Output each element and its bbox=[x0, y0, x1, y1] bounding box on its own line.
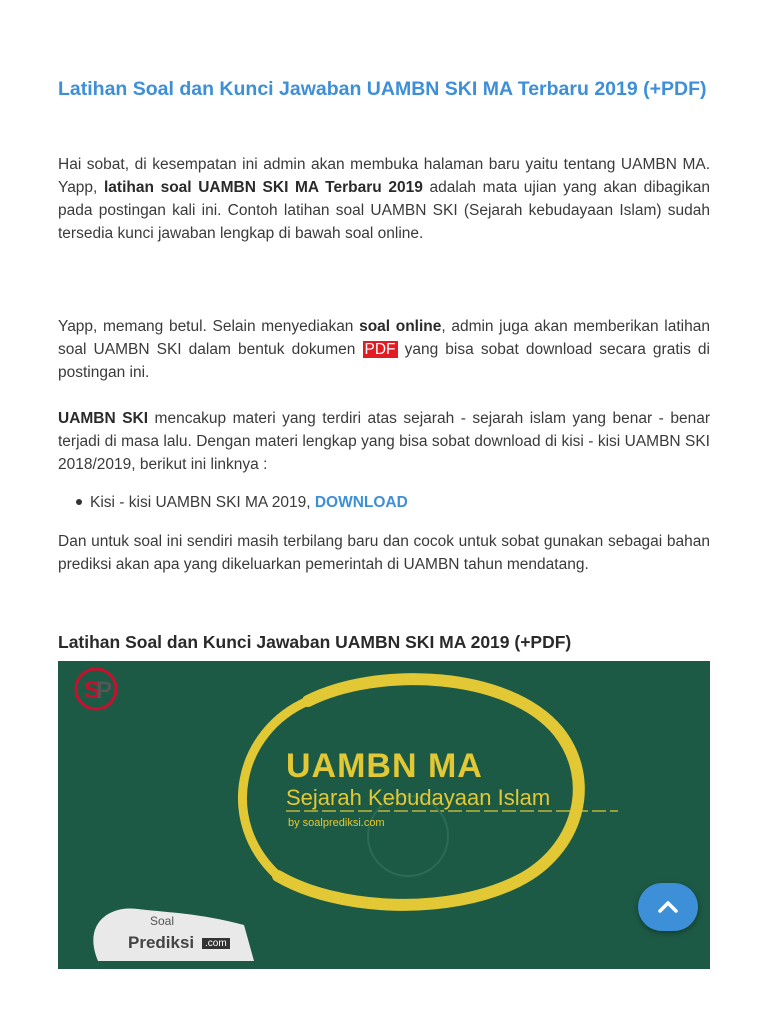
chevron-up-icon bbox=[657, 900, 679, 914]
banner-image bbox=[58, 661, 710, 969]
section-subtitle: Latihan Soal dan Kunci Jawaban UAMBN SKI MA 2019 (+PDF) bbox=[58, 632, 572, 652]
banner-subheading: Sejarah Kebudayaan Islam bbox=[286, 785, 551, 810]
scroll-to-top-button[interactable] bbox=[638, 883, 698, 931]
banner-credit: by soalprediksi.com bbox=[288, 817, 385, 829]
paragraph-intro: Hai sobat, di kesempatan ini admin akan membuka halaman baru yaitu tentang UAMBN MA. Yapp, latihan soal UAMBN SKI MA Terbaru 2019 adalah mata ujian yang akan dibagikan pada postingan kali ini. Contoh latihan soal UAMBN SKI (Sejarah kebudayaan Islam) sudah tersedia kunci jawaban lengkap di bawah soal online. bbox=[58, 156, 710, 242]
svg-text:S: S bbox=[84, 677, 101, 704]
bold-phrase: UAMBN SKI bbox=[58, 410, 149, 427]
paragraph-prediksi: Dan untuk soal ini sendiri masih terbilang baru dan cocok untuk sobat gunakan sebagai bahan prediksi akan apa yang dikeluarkan pemerintah di UAMBN tahun mendatang. bbox=[58, 533, 710, 573]
banner-heading: UAMBN MA bbox=[286, 747, 483, 785]
pdf-tag: PDF bbox=[364, 341, 396, 358]
article-title: Latihan Soal dan Kunci Jawaban UAMBN SKI MA Terbaru 2019 (+PDF) bbox=[58, 78, 707, 100]
bold-phrase: latihan soal UAMBN SKI MA Terbaru 2019 bbox=[104, 179, 423, 196]
download-link[interactable]: DOWNLOAD bbox=[314, 494, 408, 511]
soalprediksi-logo-icon bbox=[58, 661, 244, 717]
bold-phrase: soal online bbox=[359, 318, 442, 335]
list-item: Kisi - kisi UAMBN SKI MA 2019, DOWNLOAD bbox=[76, 491, 408, 514]
logo-text-com: .com bbox=[202, 938, 230, 949]
paragraph-uambn-ski: UAMBN SKI mencakup materi yang terdiri atas sejarah - sejarah islam yang benar - benar terjadi di masa lalu. Dengan materi lengkap yang bisa sobat download di kisi - kisi UAMBN SKI 2018/2019, berikut ini linknya : bbox=[58, 410, 710, 473]
logo-text-prediksi: Prediksi bbox=[128, 933, 195, 952]
logo-text-soal: Soal bbox=[150, 914, 175, 928]
article bbox=[58, 78, 710, 652]
paragraph-soal-online: Yapp, memang betul. Selain menyediakan soal online, admin juga akan memberikan latihan soal UAMBN SKI dalam bentuk dokumen PDF yang bisa sobat download secara gratis di postingan ini. bbox=[58, 318, 710, 381]
bullet-icon bbox=[76, 499, 82, 505]
svg-text:P: P bbox=[96, 677, 113, 704]
